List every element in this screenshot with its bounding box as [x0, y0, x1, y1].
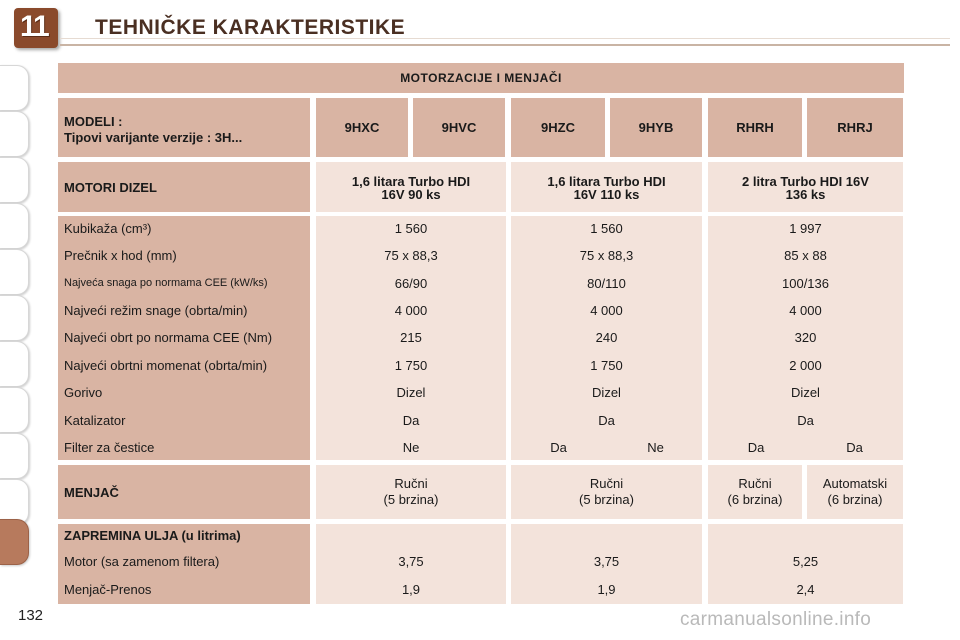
- oil-value: 3,75: [398, 554, 424, 569]
- engine-3-line2: 136 ks: [785, 187, 826, 202]
- spec-label-bore-stroke: Prečnik x hod (mm): [64, 248, 177, 263]
- side-tab-9[interactable]: [0, 433, 29, 479]
- spec-value: Dizel: [592, 385, 621, 400]
- spec-label-max-torque: Najveći obrt po normama CEE (Nm): [64, 330, 273, 345]
- spec-value: 4 000: [789, 303, 822, 318]
- model-header-9hzc: 9HZC: [511, 98, 605, 157]
- side-tab-1[interactable]: [0, 65, 29, 111]
- spec-value: Da: [797, 413, 814, 428]
- model-header-rhrj: RHRJ: [807, 98, 903, 157]
- spec-label-power-rpm: Najveći režim snage (obrta/min): [64, 303, 248, 318]
- spec-value: 100/136: [782, 276, 829, 291]
- spec-label-particle-filter: Filter za čestice: [64, 440, 155, 455]
- spec-label-max-power: Najveća snaga po normama CEE (kW/ks): [64, 277, 268, 289]
- spec-value: 1 997: [789, 221, 822, 236]
- gearbox-cell-3: [708, 465, 802, 519]
- spec-value: 75 x 88,3: [579, 248, 634, 263]
- spec-value: 2 000: [789, 358, 822, 373]
- models-sublabel: Tipovi varijante verzije : 3H...: [64, 130, 243, 145]
- gearbox-cell-4: [807, 465, 903, 519]
- spec-value: 240: [595, 330, 618, 345]
- spec-label-fuel: Gorivo: [64, 385, 103, 400]
- side-tab-2[interactable]: [0, 111, 29, 157]
- spec-value: 66/90: [394, 276, 428, 291]
- spec-value: 4 000: [590, 303, 623, 318]
- spec-value: 1 750: [590, 358, 623, 373]
- table-banner: MOTORZACIJE I MENJAČI: [58, 63, 904, 93]
- gearbox-1-gears: (5 brzina): [383, 492, 439, 507]
- gearbox-4-gears: (6 brzina): [827, 492, 883, 507]
- spec-value: 215: [400, 330, 422, 345]
- engine-cell-1: [316, 162, 506, 212]
- filter-value: Ne: [402, 440, 420, 455]
- oil-value: 2,4: [796, 582, 815, 597]
- oil-label-gearbox: Menjač-Prenos: [64, 582, 152, 597]
- side-tab-5[interactable]: [0, 249, 29, 295]
- gearbox-label: MENJAČ: [64, 485, 119, 500]
- spec-label-displacement: Kubikaža (cm³): [64, 221, 152, 236]
- oil-value: 1,9: [597, 582, 616, 597]
- engines-label-cell: [58, 162, 310, 212]
- spec-value: 320: [794, 330, 817, 345]
- spec-label-torque-rpm: Najveći obrtni momenat (obrta/min): [64, 358, 268, 373]
- oil-value: 1,9: [401, 582, 421, 597]
- gearbox-3-gears: (6 brzina): [727, 492, 783, 507]
- side-tab-8[interactable]: [0, 387, 29, 433]
- oil-section-label: ZAPREMINA ULJA (u litrima): [64, 528, 241, 543]
- gearbox-1-type: Ručni: [394, 476, 428, 491]
- side-tab-7[interactable]: [0, 341, 29, 387]
- filter-value: Da: [846, 440, 863, 455]
- engine-1-line2: 16V 90 ks: [381, 187, 441, 202]
- gearbox-2-gears: (5 brzina): [579, 492, 634, 507]
- spec-value: 85 x 88: [784, 248, 827, 263]
- spec-value: 1 750: [394, 358, 428, 373]
- models-label-cell: [58, 98, 310, 157]
- chapter-number: 11: [20, 10, 48, 43]
- page-header: [0, 0, 960, 50]
- side-tab-6[interactable]: [0, 295, 29, 341]
- gearbox-3-type: Ručni: [738, 476, 772, 491]
- engine-1-line1: 1,6 litara Turbo HDI: [351, 174, 471, 189]
- engine-2-line2: 16V 110 ks: [573, 187, 640, 202]
- gearbox-label-cell: [58, 465, 310, 519]
- models-label: MODELI :: [64, 114, 123, 129]
- model-header-9hvc: 9HVC: [413, 98, 505, 157]
- header-divider: [60, 44, 950, 46]
- engine-2-line1: 1,6 litara Turbo HDI: [547, 174, 666, 189]
- page-number: 132: [18, 607, 44, 624]
- spec-value: 4 000: [394, 303, 428, 318]
- oil-value: 3,75: [593, 554, 620, 569]
- side-tab-11-active[interactable]: [0, 519, 29, 565]
- engine-3-line1: 2 litra Turbo HDI 16V: [742, 174, 869, 189]
- spec-value: Dizel: [396, 385, 426, 400]
- spec-value: 1 560: [590, 221, 623, 236]
- filter-value: Ne: [647, 440, 664, 455]
- side-tab-4[interactable]: [0, 203, 29, 249]
- filter-value: Da: [747, 440, 765, 455]
- gearbox-cell-2: [511, 465, 702, 519]
- model-header-9hxc: 9HXC: [316, 98, 408, 157]
- spec-label-catalyst: Katalizator: [64, 413, 126, 428]
- spec-value: Da: [402, 413, 420, 428]
- gearbox-4-type: Automatski: [822, 476, 888, 491]
- engine-cell-3: [708, 162, 903, 212]
- spec-value: 1 560: [394, 221, 428, 236]
- watermark: carmanualsonline.info: [680, 609, 872, 630]
- model-header-9hyb: 9HYB: [610, 98, 702, 157]
- oil-label-engine: Motor (sa zamenom filtera): [64, 554, 220, 569]
- engines-label: MOTORI DIZEL: [64, 180, 157, 195]
- page-title: TEHNIČKE KARAKTERISTIKE: [95, 16, 406, 39]
- filter-value: Da: [550, 440, 567, 455]
- side-tab-3[interactable]: [0, 157, 29, 203]
- oil-value: 5,25: [792, 554, 819, 569]
- spec-value: Dizel: [791, 385, 820, 400]
- spec-value: Da: [598, 413, 615, 428]
- spec-value: 75 x 88,3: [384, 248, 438, 263]
- model-header-rhrh: RHRH: [708, 98, 802, 157]
- gearbox-2-type: Ručni: [589, 476, 624, 491]
- spec-value: 80/110: [587, 276, 626, 291]
- gearbox-cell-1: [316, 465, 506, 519]
- engine-cell-2: [511, 162, 702, 212]
